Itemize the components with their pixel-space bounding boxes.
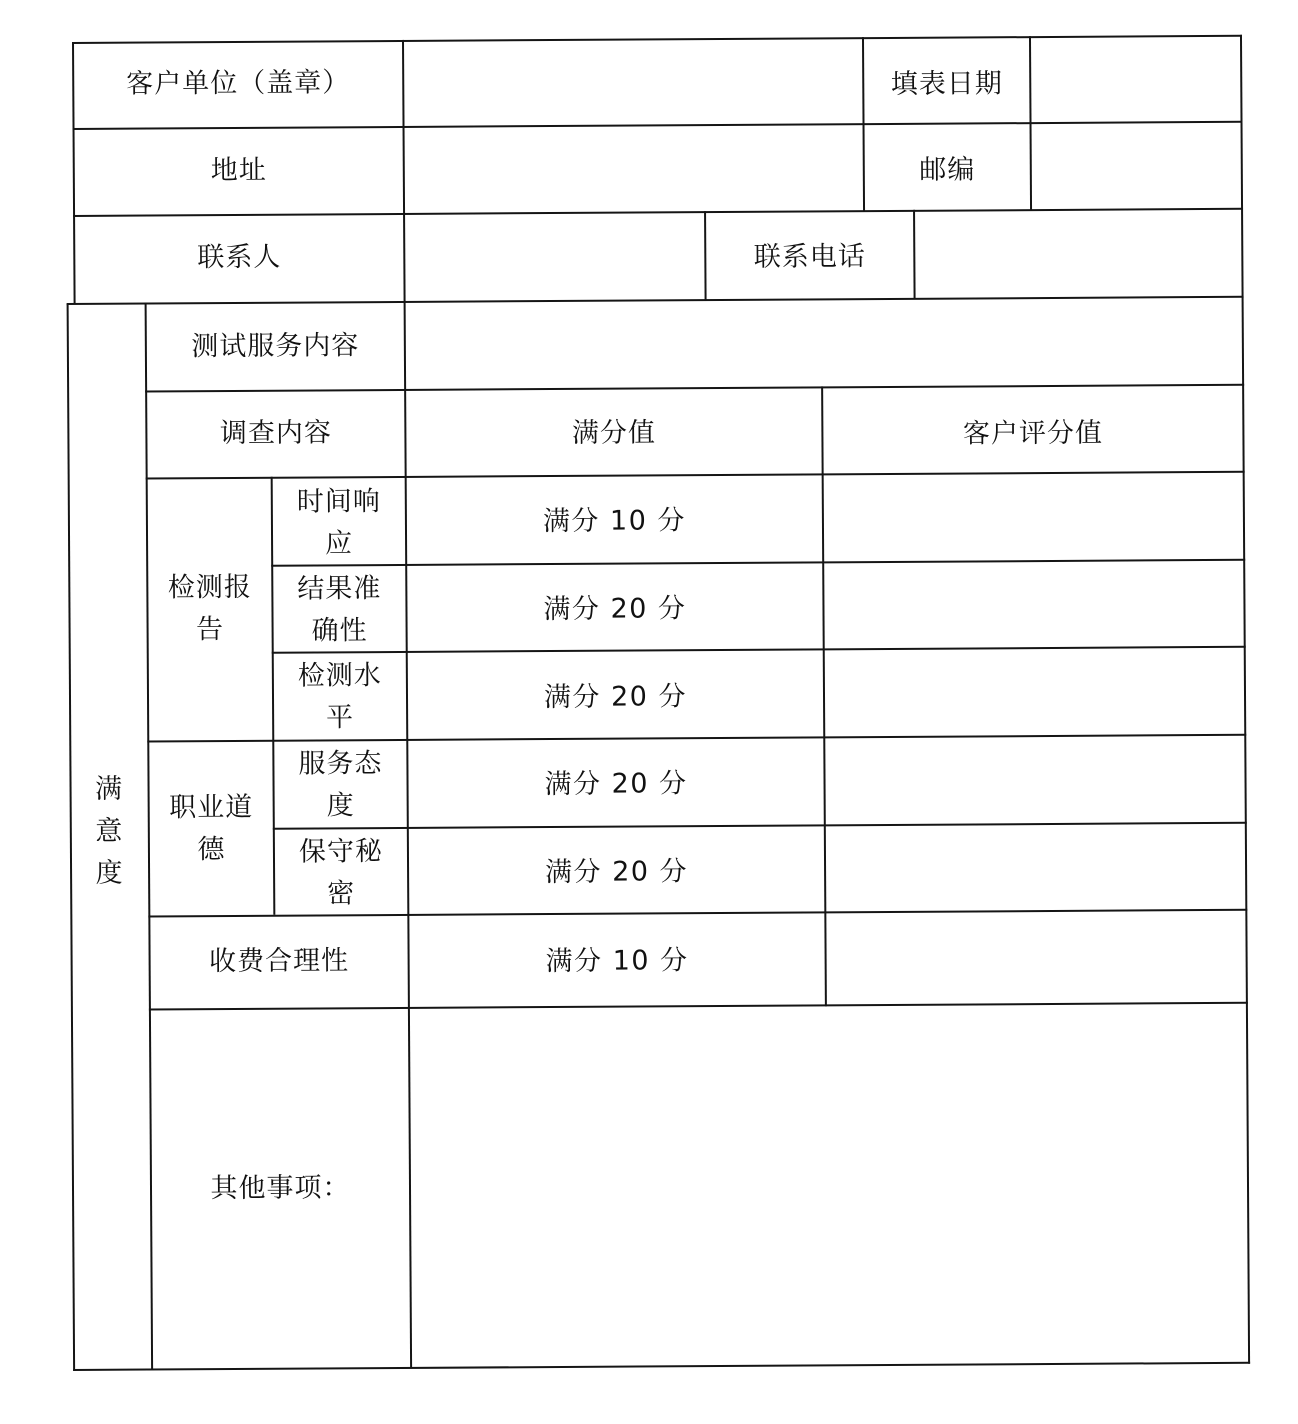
contact-phone-field[interactable]	[915, 210, 1241, 297]
contact-person-label: 联系人	[197, 241, 282, 274]
client-score-service-attitude[interactable]	[825, 736, 1244, 824]
client-score-result-accuracy[interactable]	[824, 561, 1243, 648]
contact-phone-label: 联系电话	[753, 241, 866, 273]
professional-ethics-label: 职业道 德	[169, 791, 254, 865]
item-name-inspection-level: 检测水 平	[297, 659, 382, 733]
client-score-confidentiality[interactable]	[826, 824, 1245, 911]
fill-date-label: 填表日期	[890, 68, 1003, 100]
full-score-header: 满分值	[571, 416, 656, 449]
address-label: 地址	[210, 154, 267, 186]
item-name-time-response: 时间响 应	[296, 485, 381, 559]
postcode-label: 邮编	[919, 153, 976, 186]
client-score-time-response[interactable]	[824, 473, 1243, 561]
postcode-field[interactable]	[1032, 123, 1241, 208]
test-service-content-field[interactable]	[406, 298, 1242, 388]
full-score-service-attitude: 满分 20 分	[544, 767, 688, 800]
satisfaction-label: 满 意 度	[94, 773, 124, 889]
client-score-header: 客户评分值	[962, 417, 1104, 450]
full-score-result-accuracy: 满分 20 分	[543, 592, 687, 625]
fee-reasonableness-label: 收费合理性	[209, 945, 350, 978]
other-matters-label: 其他事项：	[210, 1171, 351, 1204]
item-name-service-attitude: 服务态 度	[298, 747, 383, 821]
client-score-fee[interactable]	[826, 911, 1245, 1004]
item-name-confidentiality: 保守秘 密	[298, 835, 384, 909]
customer-satisfaction-form	[65, 35, 1249, 1372]
full-score-confidentiality: 满分 20 分	[544, 855, 689, 888]
client-score-inspection-level[interactable]	[825, 648, 1244, 736]
full-score-time-response: 满分 10 分	[542, 504, 687, 537]
survey-content-header: 调查内容	[219, 416, 332, 449]
full-score-fee: 满分 10 分	[545, 945, 689, 978]
inspection-report-label: 检测报 告	[167, 571, 252, 646]
contact-person-field[interactable]	[405, 213, 704, 300]
client-unit-field[interactable]	[404, 39, 861, 125]
full-score-inspection-level: 满分 20 分	[543, 680, 688, 713]
address-field[interactable]	[405, 125, 863, 212]
client-unit-label: 客户单位（盖章）	[126, 67, 351, 100]
other-matters-field[interactable]	[410, 1004, 1247, 1366]
item-name-result-accuracy: 结果准 确性	[297, 572, 382, 647]
test-service-content-label: 测试服务内容	[191, 329, 360, 362]
fill-date-field[interactable]	[1031, 37, 1240, 121]
